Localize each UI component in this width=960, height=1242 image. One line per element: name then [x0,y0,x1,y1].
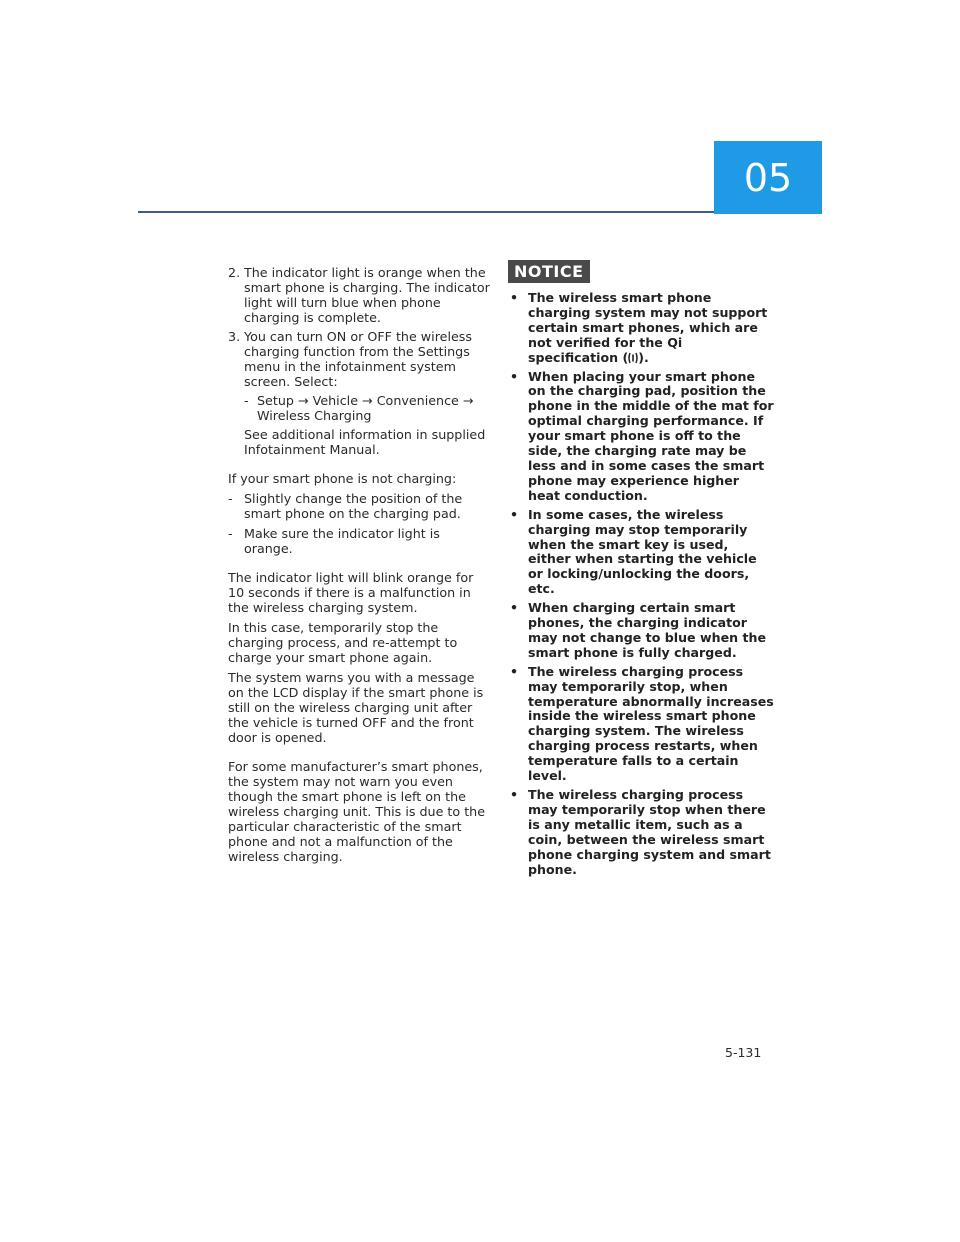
paragraph: The system warns you with a message on the LCD display if the smart phone is still on the wireless charging unit after the vehicle is turned OFF and the front door is opened. [228,670,484,745]
numbered-item [228,329,490,389]
page-number: 5-131 [725,1045,762,1060]
not-charging-intro: If your smart phone is not charging: [228,471,457,486]
paragraph: For some manufacturer’s smart phones, the system may not warn you even though the smart phone is left on the wireless charging unit. This is due to the particular characteristic of the smart phone and not a malfunction of the wireless charging. [228,759,486,864]
dash-item-text: Slightly change the position of the smart phone on the charging pad. [244,491,463,521]
notice-item-text-end: ). [638,349,649,365]
dash-marker: - [228,526,233,541]
infotainment-note: See additional information in supplied Infotainment Manual. [244,427,486,457]
bullet-marker: • [510,506,519,522]
settings-path-text: Setup → Vehicle → Convenience → Wireless Charging [257,393,474,423]
dash-item-text: Make sure the indicator light is orange. [244,526,440,556]
settings-path-block [228,393,490,457]
dash-marker: - [228,491,233,506]
item-text: The indicator light is orange when the smart phone is charging. The indicator light will turn blue when phone charging is complete. [244,265,490,325]
notice-item [508,665,774,784]
notice-list [508,291,774,877]
bullet-marker: • [510,368,519,384]
notice-column [508,260,774,877]
notice-item [508,508,774,597]
notice-item-text [528,291,774,366]
paragraph: In this case, temporarily stop the charging process, and re-attempt to charge your smart phone again. [228,620,458,665]
notice-item-text-start: The wireless smart phone charging system may not support certain smart phones, which are not verified for the Qi specification ( [528,290,768,365]
notice-item-text: In some cases, the wireless charging may stop temporarily when the smart key is used, either when starting the vehicle or locking/unlocking the doors, etc. [528,506,757,597]
notice-item [508,788,774,877]
left-column [228,265,490,864]
item-number: 3. [228,329,241,344]
qi-icon [628,352,638,364]
bullet-marker: • [510,663,519,679]
notice-item [508,601,774,661]
dash-item [228,526,490,556]
notice-item-text: The wireless charging process may temporarily stop, when temperature abnormally increases inside the wireless smart phone charging system. The wireless charging process restarts, when temperature falls to a certain level. [528,663,774,784]
bullet-marker: • [510,787,519,802]
notice-item-text: The wireless charging process may temporarily stop when there is any metallic item, such as a coin, between the wireless smart phone charging system and smart phone. [528,787,771,877]
settings-path [244,393,490,423]
notice-badge: NOTICE [508,260,590,283]
dash-marker: - [244,393,249,408]
chapter-number: 05 [743,155,793,200]
bullet-marker: • [510,290,519,305]
dash-item [228,491,490,521]
chapter-tab [714,141,822,214]
paragraph: The indicator light will blink orange for 10 seconds if there is a malfunction in the wireless charging system. [228,570,474,615]
notice-item-text: When charging certain smart phones, the charging indicator may not change to blue when the smart phone is fully charged. [528,600,766,660]
bullet-marker: • [510,600,519,616]
notice-item [508,370,774,504]
item-number: 2. [228,265,241,280]
item-text: You can turn ON or OFF the wireless charging function from the Settings menu in the infotainment system screen. Select: [244,329,472,389]
notice-item-text: When placing your smart phone on the charging pad, position the phone in the middle of the mat for optimal charging performance. If your smart phone is off to the side, the charging rate may be less and in some cases the smart phone may experience higher heat conduction. [528,368,774,503]
notice-item [508,291,774,366]
numbered-item [228,265,490,325]
header-rule [138,211,714,213]
